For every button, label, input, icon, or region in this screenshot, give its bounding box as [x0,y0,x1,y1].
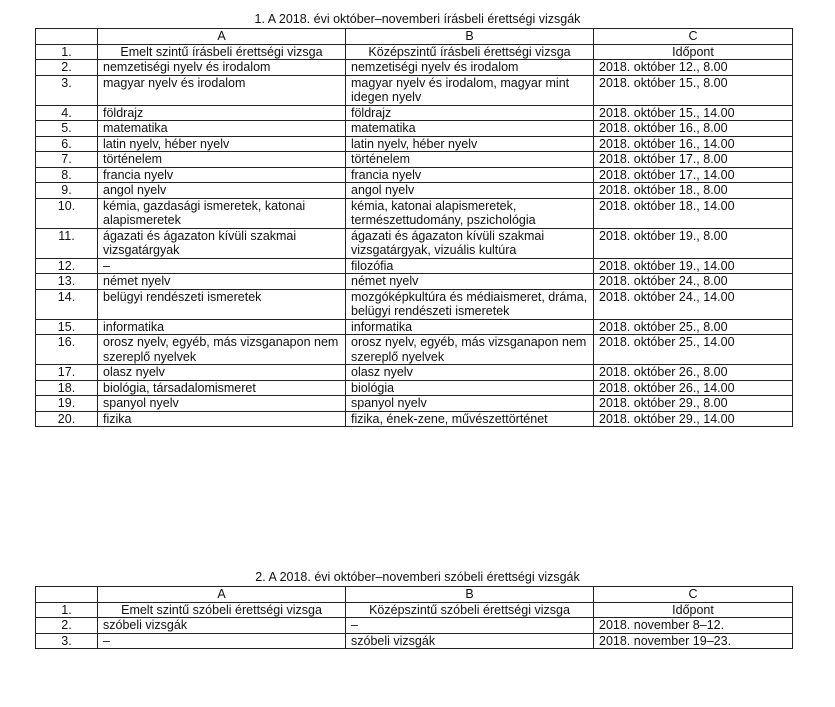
header-advanced-level: Emelt szintű szóbeli érettségi vizsga [98,602,346,618]
table-row [36,319,793,335]
cell-date: 2018. október 12., 8.00 [594,60,793,76]
cell-advanced-subject: angol nyelv [98,183,346,199]
row-number: 2. [36,60,98,76]
cell-advanced-subject: belügyi rendészeti ismeretek [98,289,346,319]
cell-intermediate-subject: informatika [346,319,594,335]
row-number: 7. [36,152,98,168]
row-number: 19. [36,396,98,412]
cell-advanced-subject: német nyelv [98,274,346,290]
table-row [36,289,793,319]
cell-intermediate-subject: történelem [346,152,594,168]
table-row [36,365,793,381]
cell-intermediate-subject: matematika [346,121,594,137]
row-number: 9. [36,183,98,199]
cell-advanced-subject: kémia, gazdasági ismeretek, katonai alapismeretek [98,198,346,228]
header-row [36,44,793,60]
cell-date: 2018. október 17., 8.00 [594,152,793,168]
row-number: 8. [36,167,98,183]
cell-advanced-subject: – [98,258,346,274]
table-row [36,633,793,649]
written-exams-table [35,28,793,427]
column-letter-b: B [346,29,594,45]
table-row [36,167,793,183]
table-row [36,60,793,76]
cell-intermediate-subject: latin nyelv, héber nyelv [346,136,594,152]
cell-advanced-subject: latin nyelv, héber nyelv [98,136,346,152]
cell-advanced-subject: fizika [98,411,346,427]
cell-date: 2018. október 25., 14.00 [594,335,793,365]
column-letter-c: C [594,29,793,45]
row-number: 4. [36,105,98,121]
column-letter-row [36,29,793,45]
table-row [36,183,793,199]
table1-caption: 1. A 2018. évi október–novemberi írásbeli érettségi vizsgák [254,12,581,26]
row-number: 3. [36,633,98,649]
row-number: 1. [36,44,98,60]
oral-exams-table [35,586,793,649]
cell-advanced-subject: történelem [98,152,346,168]
cell-intermediate-subject: biológia [346,380,594,396]
table-row [36,75,793,105]
cell-date: 2018. október 19., 14.00 [594,258,793,274]
cell-date: 2018. október 18., 8.00 [594,183,793,199]
header-date: Időpont [594,44,793,60]
cell-intermediate-subject: nemzetiségi nyelv és irodalom [346,60,594,76]
cell-advanced-subject: matematika [98,121,346,137]
cell-date: 2018. október 29., 8.00 [594,396,793,412]
row-number: 12. [36,258,98,274]
cell-advanced-subject: informatika [98,319,346,335]
table-row [36,274,793,290]
cell-date: 2018. október 17., 14.00 [594,167,793,183]
cell-date: 2018. október 24., 8.00 [594,274,793,290]
cell-intermediate-subject: spanyol nyelv [346,396,594,412]
cell-intermediate-subject: magyar nyelv és irodalom, magyar mint idegen nyelv [346,75,594,105]
cell-advanced-subject: földrajz [98,105,346,121]
cell-intermediate-subject: földrajz [346,105,594,121]
cell-intermediate-subject: mozgóképkultúra és médiaismeret, dráma, belügyi rendészeti ismeretek [346,289,594,319]
column-letter-a: A [98,587,346,603]
table-row [36,335,793,365]
cell-date: 2018. október 26., 14.00 [594,380,793,396]
table-row [36,411,793,427]
cell-date: 2018. október 24., 14.00 [594,289,793,319]
cell-date: 2018. október 15., 8.00 [594,75,793,105]
row-number: 6. [36,136,98,152]
row-number: 5. [36,121,98,137]
cell-intermediate-subject: olasz nyelv [346,365,594,381]
header-date: Időpont [594,602,793,618]
cell-intermediate-subject: orosz nyelv, egyéb, más vizsganapon nem szereplő nyelvek [346,335,594,365]
table-row [36,121,793,137]
cell-intermediate-subject: angol nyelv [346,183,594,199]
column-letter-row [36,587,793,603]
cell-intermediate-subject: francia nyelv [346,167,594,183]
table-row [36,258,793,274]
table-row [36,396,793,412]
cell-intermediate-subject: filozófia [346,258,594,274]
table-row [36,136,793,152]
cell-date: 2018. november 19–23. [594,633,793,649]
cell-intermediate-subject: kémia, katonai alapismeretek, természettudomány, pszichológia [346,198,594,228]
row-number: 13. [36,274,98,290]
row-number: 1. [36,602,98,618]
cell-date: 2018. október 29., 14.00 [594,411,793,427]
row-number: 3. [36,75,98,105]
table2-caption: 2. A 2018. évi október–novemberi szóbeli érettségi vizsgák [255,570,580,584]
cell-advanced-subject: nemzetiségi nyelv és irodalom [98,60,346,76]
cell-date: 2018. október 15., 14.00 [594,105,793,121]
row-number: 10. [36,198,98,228]
cell-date: 2018. október 16., 8.00 [594,121,793,137]
table-row [36,228,793,258]
row-number: 15. [36,319,98,335]
cell-advanced-subject: orosz nyelv, egyéb, más vizsganapon nem szereplő nyelvek [98,335,346,365]
row-number: 2. [36,618,98,634]
cell-date: 2018. október 18., 14.00 [594,198,793,228]
column-letter-c: C [594,587,793,603]
cell-intermediate-subject: szóbeli vizsgák [346,633,594,649]
cell-intermediate-subject: ágazati és ágazaton kívüli szakmai vizsgatárgyak, vizuális kultúra [346,228,594,258]
cell-advanced-subject: – [98,633,346,649]
row-number: 20. [36,411,98,427]
row-number: 18. [36,380,98,396]
header-intermediate-level: Középszintű szóbeli érettségi vizsga [346,602,594,618]
cell-intermediate-subject: fizika, ének-zene, művészettörténet [346,411,594,427]
cell-advanced-subject: olasz nyelv [98,365,346,381]
cell-advanced-subject: biológia, társadalomismeret [98,380,346,396]
header-advanced-level: Emelt szintű írásbeli érettségi vizsga [98,44,346,60]
corner-cell [36,29,98,45]
row-number: 17. [36,365,98,381]
cell-advanced-subject: francia nyelv [98,167,346,183]
cell-date: 2018. november 8–12. [594,618,793,634]
header-row [36,602,793,618]
table-row [36,198,793,228]
table-row [36,105,793,121]
cell-advanced-subject: spanyol nyelv [98,396,346,412]
cell-date: 2018. október 26., 8.00 [594,365,793,381]
corner-cell [36,587,98,603]
cell-date: 2018. október 25., 8.00 [594,319,793,335]
cell-advanced-subject: szóbeli vizsgák [98,618,346,634]
cell-date: 2018. október 19., 8.00 [594,228,793,258]
row-number: 16. [36,335,98,365]
column-letter-a: A [98,29,346,45]
header-intermediate-level: Középszintű írásbeli érettségi vizsga [346,44,594,60]
cell-intermediate-subject: – [346,618,594,634]
row-number: 11. [36,228,98,258]
column-letter-b: B [346,587,594,603]
table-row [36,152,793,168]
cell-intermediate-subject: német nyelv [346,274,594,290]
cell-advanced-subject: magyar nyelv és irodalom [98,75,346,105]
cell-advanced-subject: ágazati és ágazaton kívüli szakmai vizsgatárgyak [98,228,346,258]
table-row [36,380,793,396]
row-number: 14. [36,289,98,319]
cell-date: 2018. október 16., 14.00 [594,136,793,152]
table-row [36,618,793,634]
